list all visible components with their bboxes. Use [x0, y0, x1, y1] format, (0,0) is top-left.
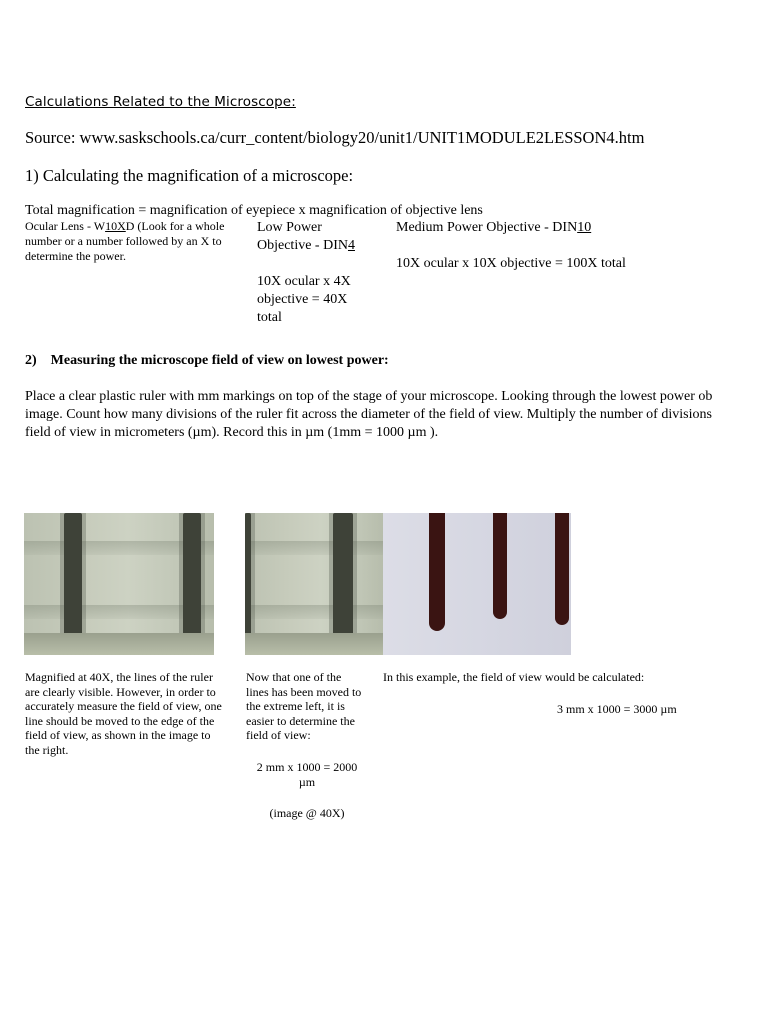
medium-power-din: 10 [577, 220, 592, 235]
caption-middle-line: lines has been moved to [246, 684, 362, 699]
low-power-block [257, 219, 355, 327]
low-power-calc-3: total [257, 310, 282, 325]
ocular-lens-note [25, 219, 240, 264]
caption-right: In this example, the field of view would be calculated: [383, 670, 645, 684]
caption-middle-line: field of view: [246, 728, 311, 742]
ocular-prefix: Ocular Lens - W [25, 219, 106, 233]
caption-middle-note: (image @ 40X) [269, 806, 345, 820]
ocular-line3: determine the power. [25, 249, 126, 263]
caption-left-line: field of view, as shown in the image to [25, 728, 211, 742]
section2-paragraph [25, 388, 712, 442]
caption-left-line: the right. [25, 742, 69, 757]
section2-heading-row [25, 352, 389, 370]
section2-heading: Measuring the microscope field of view on lowest power: [50, 353, 389, 368]
caption-left-line: Magnified at 40X, the lines of the ruler [25, 670, 213, 684]
microscope-image-3 [383, 513, 571, 655]
para-line-2: image. Count how many divisions of the ruler fit across the diameter of the field of view. Multiply the number of divisions [25, 407, 712, 422]
caption-left [25, 670, 240, 757]
section2-number: 2) [25, 353, 37, 368]
caption-left-line: are clearly visible. However, in order to [25, 684, 216, 699]
medium-power-calc: 10X ocular x 10X objective = 100X total [396, 256, 626, 271]
low-power-objective: Objective - DIN [257, 238, 348, 253]
low-power-din: 4 [347, 238, 355, 253]
caption-middle-line: easier to determine the [246, 713, 355, 728]
low-power-calc-2: objective = 40X [257, 292, 348, 307]
caption-right-calc: 3 mm x 1000 = 3000 µm [557, 702, 677, 716]
ocular-power: 10X [105, 219, 126, 233]
ocular-line2: number or a number followed by an X to [25, 234, 222, 248]
para-line-1: Place a clear plastic ruler with mm markings on top of the stage of your microscope. Looking through the lowest power ob [25, 389, 713, 404]
total-magnification-line: Total magnification = magnification of eyepiece x magnification of objective lens [25, 203, 483, 218]
doc-title: Calculations Related to the Microscope: [25, 94, 296, 110]
caption-middle-line: the extreme left, it is [246, 699, 345, 713]
caption-middle [246, 670, 381, 743]
medium-power-block [396, 219, 626, 273]
para-line-3: field of view in micrometers (µm). Record this in µm (1mm = 1000 µm ). [25, 425, 439, 440]
middle-calc-line-2: µm [298, 774, 316, 789]
caption-left-line: line should be moved to the edge of the [25, 713, 215, 728]
ocular-suffix: D (Look for a whole [125, 219, 225, 233]
microscope-image-1 [24, 513, 214, 655]
caption-middle-line: Now that one of the [246, 670, 342, 684]
middle-calc-line-1: 2 mm x 1000 = 2000 [256, 760, 358, 774]
medium-power-label: Medium Power Objective - DIN [396, 220, 578, 235]
low-power-calc-1: 10X ocular x 4X [257, 274, 351, 289]
caption-left-line: accurately measure the field of view, one [25, 699, 222, 713]
source-link[interactable]: Source: www.saskschools.ca/curr_content/biology20/unit1/UNIT1MODULE2LESSON4.htm [25, 128, 645, 147]
caption-middle-calc [236, 760, 378, 789]
section1-heading: 1) Calculating the magnification of a microscope: [25, 166, 354, 185]
microscope-image-2 [245, 513, 383, 655]
low-power-label: Low Power [257, 220, 322, 235]
